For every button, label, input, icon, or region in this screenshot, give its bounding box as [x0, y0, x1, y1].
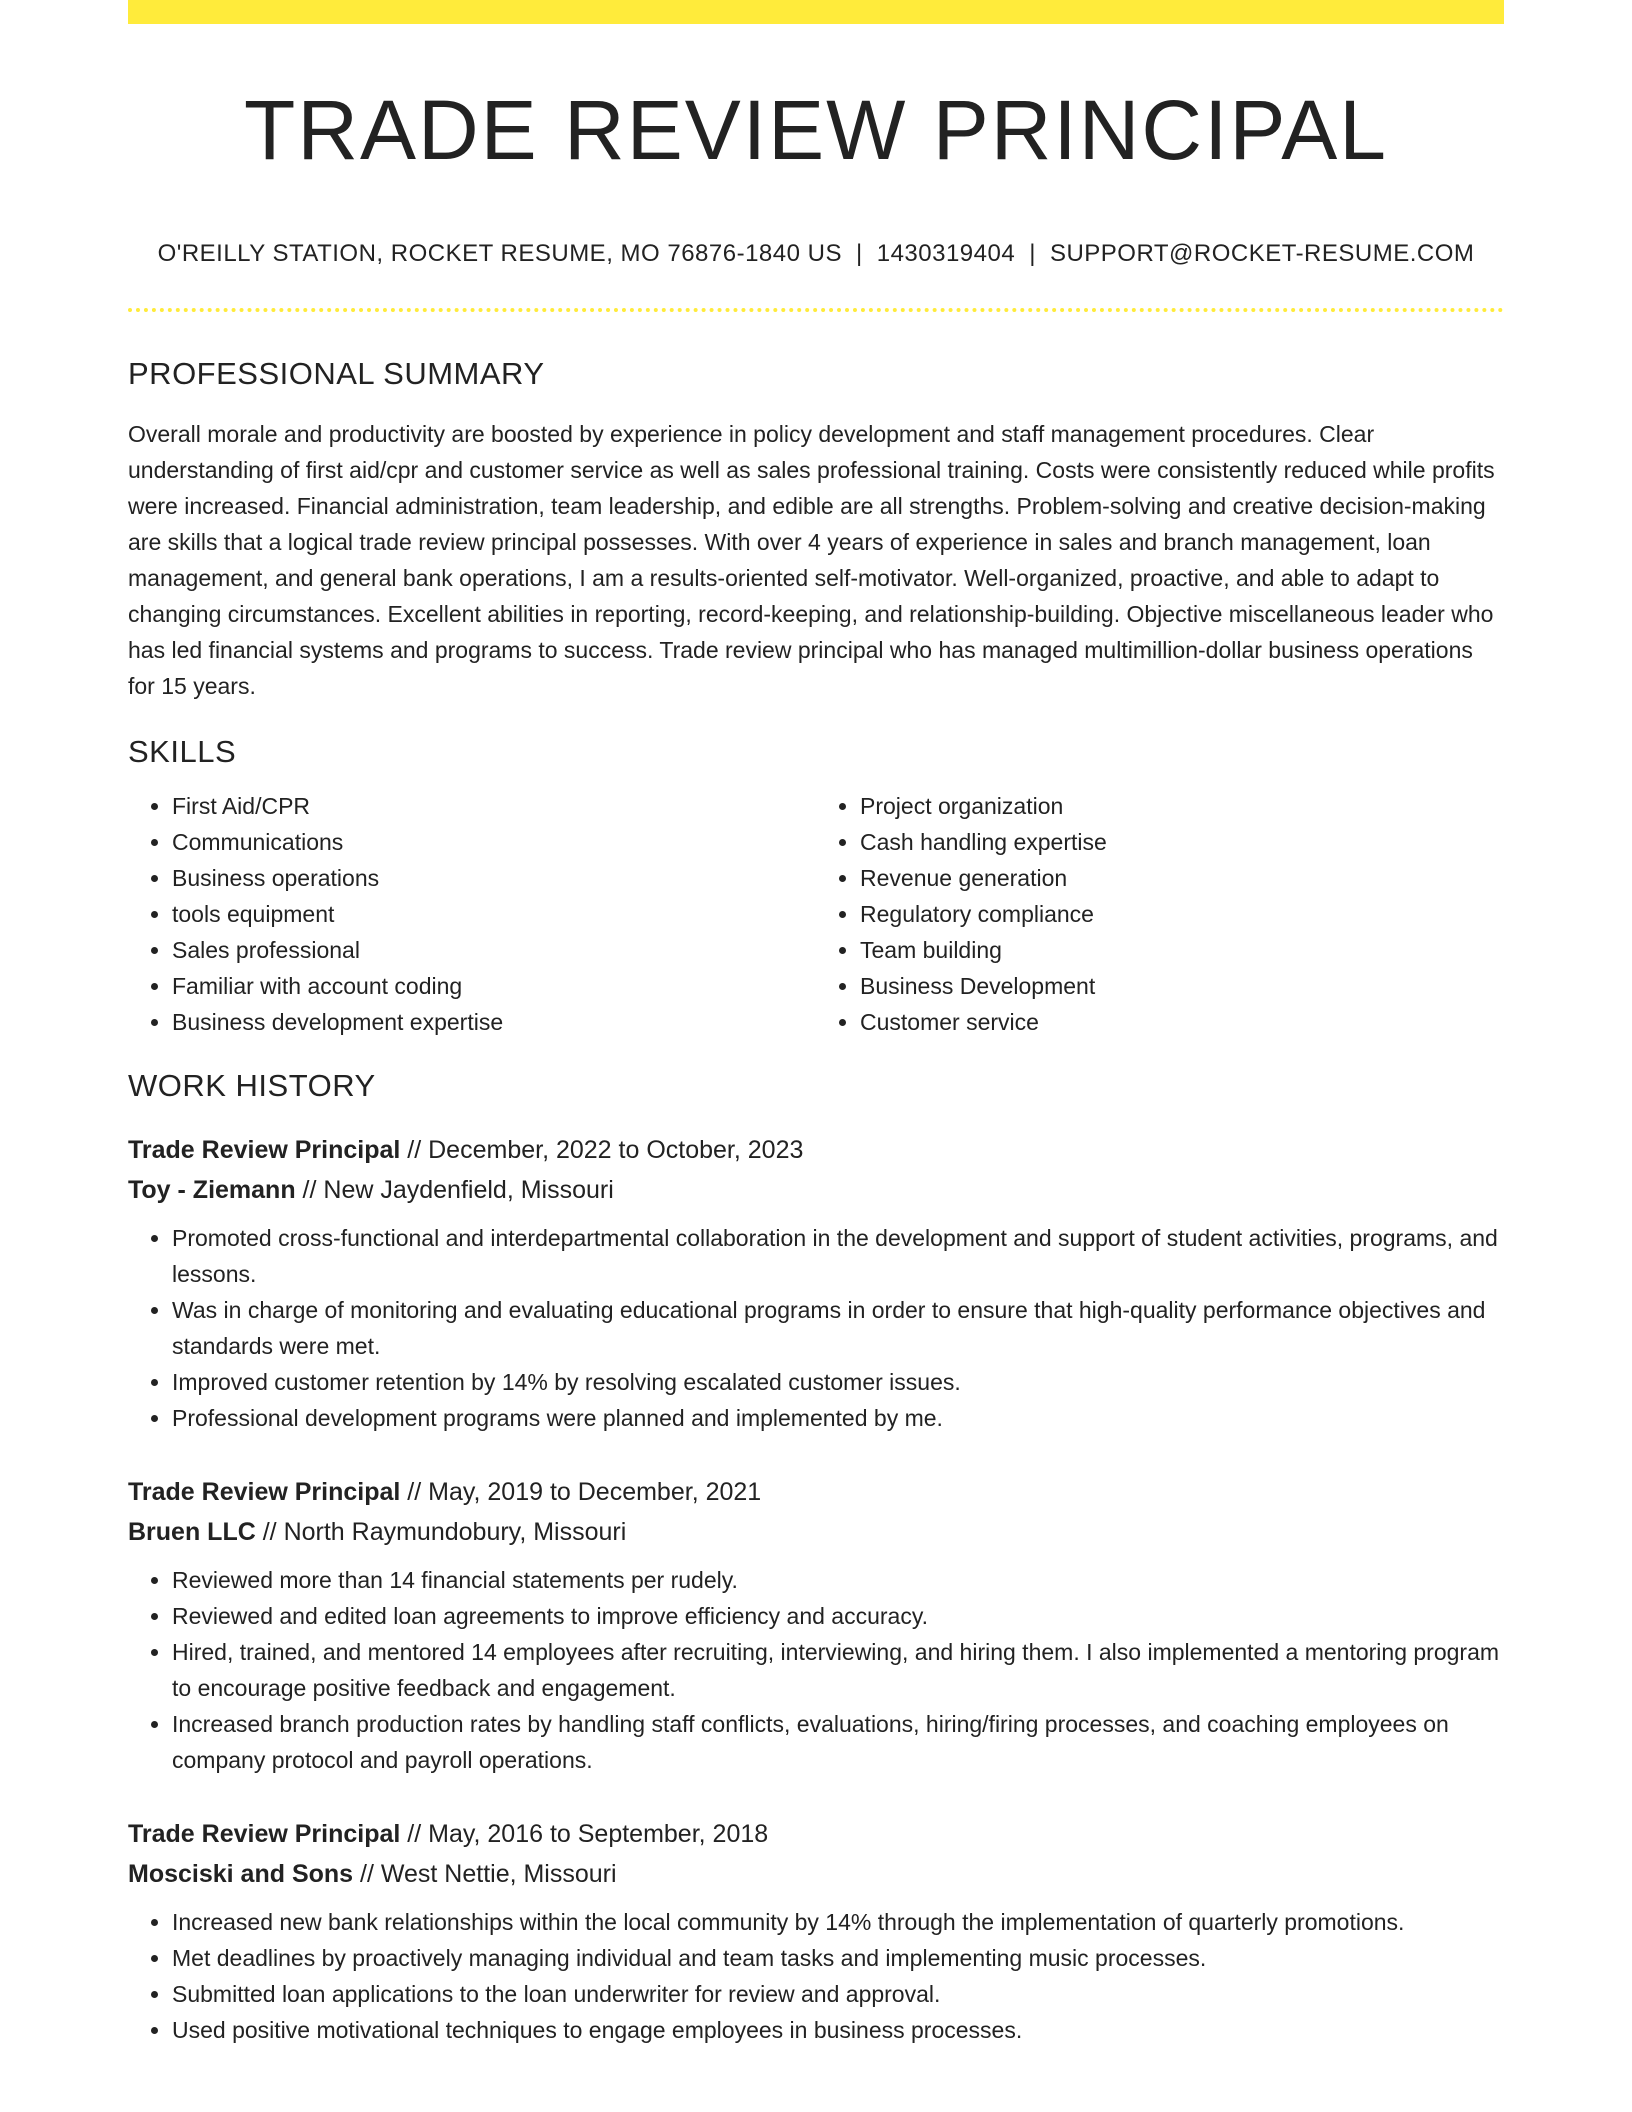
skill-item: • Team building — [860, 932, 1504, 968]
job-bullet: • Hired, trained, and mentored 14 employees after recruiting, interviewing, and hiring them. I also implemented a mentoring program to encourage positive feedback and engagement. — [172, 1634, 1504, 1706]
contact-email: SUPPORT@ROCKET-RESUME.COM — [1049, 240, 1475, 268]
job-role-line — [128, 1472, 1504, 1512]
job-bullets — [128, 1904, 1504, 2048]
job-location: // West Nettie, Missouri — [353, 1860, 617, 1889]
job-bullet: • Reviewed and edited loan agreements to improve efficiency and accuracy. — [172, 1598, 1504, 1634]
resume-page — [128, 0, 1504, 2048]
job-company: Bruen LLC — [128, 1518, 256, 1547]
job-entry — [128, 1472, 1504, 1778]
job-company-line — [128, 1512, 1504, 1552]
skill-item: • First Aid/CPR — [172, 788, 816, 824]
job-role: Trade Review Principal — [128, 1820, 401, 1849]
job-bullet: • Submitted loan applications to the loan underwriter for review and approval. — [172, 1976, 1504, 2012]
skill-item: • Communications — [172, 824, 816, 860]
job-bullet: • Improved customer retention by 14% by resolving escalated customer issues. — [172, 1364, 1504, 1400]
job-location: // New Jaydenfield, Missouri — [295, 1176, 614, 1205]
skill-item: • Familiar with account coding — [172, 968, 816, 1004]
skill-item: • Customer service — [860, 1004, 1504, 1040]
job-company: Toy - Ziemann — [128, 1176, 296, 1205]
job-bullet: • Was in charge of monitoring and evaluating educational programs in order to ensure that high-quality performance objectives and standards were met. — [172, 1292, 1504, 1364]
summary-heading: PROFESSIONAL SUMMARY — [128, 356, 545, 392]
skill-item: • Regulatory compliance — [860, 896, 1504, 932]
skills-column-left — [128, 788, 816, 1040]
summary-text: Overall morale and productivity are boosted by experience in policy development and staff management procedures. Clear understanding of first aid/cpr and customer service as well as sales professional training. Costs were consistently reduced while profits were increased. Financial administration, team leadership, and edible are all strengths. Problem-solving and creative decision-making are skills that a logical trade review principal possesses. With over 4 years of experience in sales and branch management, loan management, and general bank operations, I am a results-oriented self-motivator. Well-organized, proactive, and able to adapt to changing circumstances. Excellent abilities in reporting, record-keeping, and relationship-building. Objective miscellaneous leader who has led financial systems and programs to success. Trade review principal who has managed multimillion-dollar business operations for 15 years. — [128, 421, 1495, 700]
job-bullet: • Increased branch production rates by handling staff conflicts, evaluations, hiring/firing processes, and coaching employees on company protocol and payroll operations. — [172, 1706, 1504, 1778]
job-bullet: • Reviewed more than 14 financial statements per rudely. — [172, 1562, 1504, 1598]
dotted-divider — [128, 308, 1504, 312]
skills-heading: SKILLS — [128, 734, 237, 770]
job-role: Trade Review Principal — [128, 1136, 401, 1165]
job-bullet: • Increased new bank relationships within the local community by 14% through the implementation of quarterly promotions. — [172, 1904, 1504, 1940]
job-bullet: • Used positive motivational techniques to engage employees in business processes. — [172, 2012, 1504, 2048]
work-history-heading: WORK HISTORY — [128, 1068, 376, 1104]
job-bullet: • Promoted cross-functional and interdepartmental collaboration in the development and support of student activities, programs, and lessons. — [172, 1220, 1504, 1292]
accent-top-bar — [128, 0, 1504, 24]
job-company-line — [128, 1170, 1504, 1210]
contact-line — [128, 240, 1504, 268]
job-entry — [128, 1130, 1504, 1436]
contact-address: O'REILLY STATION, ROCKET RESUME, MO 76876-1840 US — [157, 240, 842, 268]
job-role: Trade Review Principal — [128, 1478, 401, 1507]
job-bullet: • Met deadlines by proactively managing individual and team tasks and implementing music processes. — [172, 1940, 1504, 1976]
page-title: TRADE REVIEW PRINCIPAL — [244, 83, 1388, 177]
job-dates: // December, 2022 to October, 2023 — [400, 1136, 804, 1165]
contact-separator: | — [1029, 240, 1036, 268]
job-bullet: • Professional development programs were planned and implemented by me. — [172, 1400, 1504, 1436]
job-dates: // May, 2019 to December, 2021 — [400, 1478, 762, 1507]
job-role-line — [128, 1130, 1504, 1170]
job-bullets — [128, 1220, 1504, 1436]
skill-item: • Sales professional — [172, 932, 816, 968]
skills-column-right — [816, 788, 1504, 1040]
skill-item: • Project organization — [860, 788, 1504, 824]
job-company-line — [128, 1854, 1504, 1894]
skills-list — [128, 788, 1504, 1040]
contact-phone: 1430319404 — [876, 240, 1016, 268]
job-dates: // May, 2016 to September, 2018 — [400, 1820, 769, 1849]
job-bullets — [128, 1562, 1504, 1778]
skill-item: • Business development expertise — [172, 1004, 816, 1040]
skill-item: • Revenue generation — [860, 860, 1504, 896]
contact-separator: | — [855, 240, 863, 268]
skill-item: • Business Development — [860, 968, 1504, 1004]
job-entry — [128, 1814, 1504, 2048]
skill-item: • Cash handling expertise — [860, 824, 1504, 860]
skill-item: • Business operations — [172, 860, 816, 896]
job-location: // North Raymundobury, Missouri — [255, 1518, 627, 1547]
job-company: Mosciski and Sons — [128, 1860, 354, 1889]
skill-item: • tools equipment — [172, 896, 816, 932]
job-role-line — [128, 1814, 1504, 1854]
